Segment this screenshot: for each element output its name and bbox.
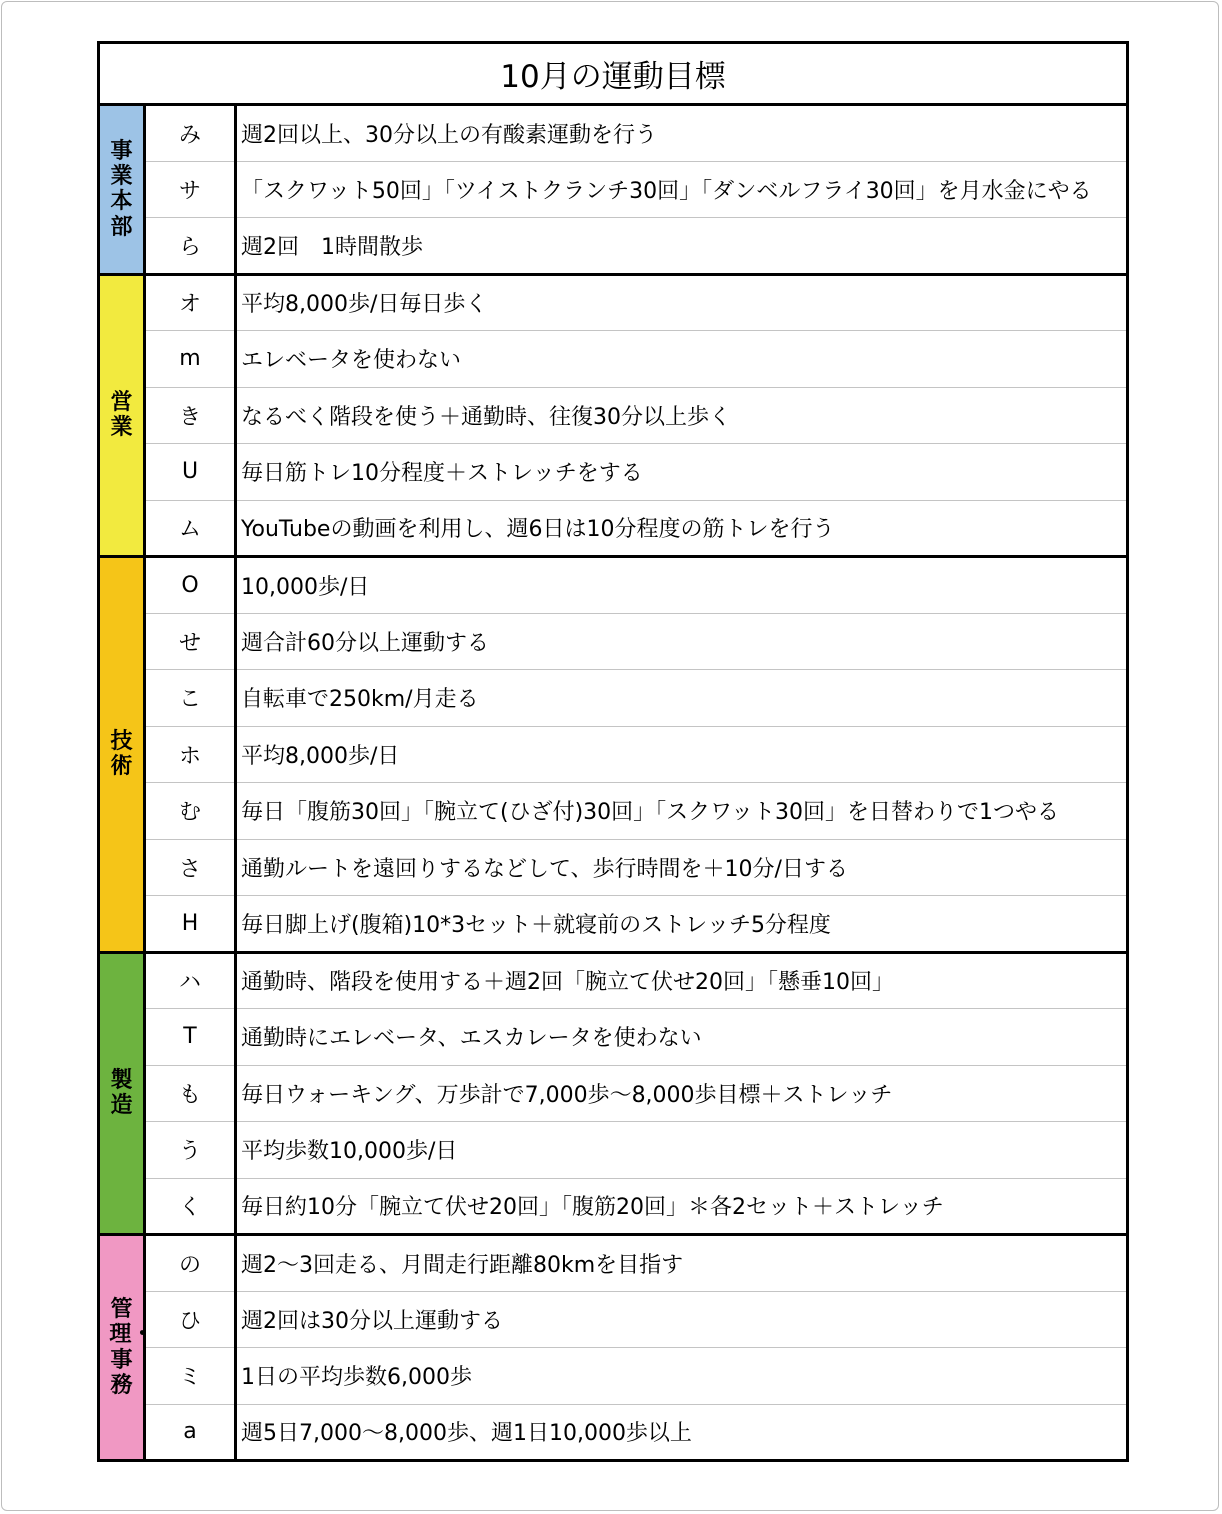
- member-name: H: [145, 896, 236, 953]
- dept-label-kanri: [99, 1235, 154, 1461]
- table-row: [99, 1235, 1128, 1292]
- table-row: [99, 1178, 1128, 1235]
- member-goal: 週5日7,000～8,000歩、週1日10,000歩以上: [236, 1404, 1128, 1461]
- member-name: O: [145, 557, 236, 614]
- table-row: [99, 1065, 1128, 1122]
- table-row: [99, 613, 1128, 670]
- member-goal: なるべく階段を使う＋通勤時、往復30分以上歩く: [236, 387, 1128, 444]
- table-row: [99, 726, 1128, 783]
- member-name: m: [145, 331, 236, 388]
- member-goal: 1日の平均歩数6,000歩: [236, 1348, 1128, 1405]
- member-name: の: [145, 1235, 236, 1292]
- member-name: T: [145, 1009, 236, 1066]
- member-goal: 自転車で250km/月走る: [236, 670, 1128, 727]
- member-goal: 平均8,000歩/日毎日歩く: [236, 274, 1128, 331]
- table-row: [99, 1404, 1128, 1461]
- member-name: う: [145, 1122, 236, 1179]
- table-row: [99, 387, 1128, 444]
- member-goal: 週2回以上、30分以上の有酸素運動を行う: [236, 105, 1128, 162]
- table-row: [99, 331, 1128, 388]
- member-name: こ: [145, 670, 236, 727]
- dept-name: 営業: [110, 389, 133, 441]
- table-title: 10月の運動目標: [99, 43, 1128, 105]
- table-row: [99, 670, 1128, 727]
- table-row: [99, 783, 1128, 840]
- dept-name: 技術: [110, 728, 133, 780]
- dept-label-eigyo: [99, 274, 145, 557]
- member-goal: YouTubeの動画を利用し、週6日は10分程度の筋トレを行う: [236, 500, 1128, 557]
- member-name: ホ: [145, 726, 236, 783]
- member-name: も: [145, 1065, 236, 1122]
- member-name: サ: [145, 161, 236, 218]
- dept-eigyo: [99, 274, 1128, 557]
- member-goal: 毎日ウォーキング、万歩計で7,000歩～8,000歩目標＋ストレッチ: [236, 1065, 1128, 1122]
- table-row: [99, 105, 1128, 162]
- dept-label-jigyo: [99, 105, 145, 275]
- member-goal: 10,000歩/日: [236, 557, 1128, 614]
- table-row: [99, 274, 1128, 331]
- member-goal: 毎日約10分「腕立て伏せ20回」「腹筋20回」＊各2セット＋ストレッチ: [236, 1178, 1128, 1235]
- member-name: ひ: [145, 1291, 236, 1348]
- member-name: さ: [145, 839, 236, 896]
- member-goal: 毎日脚上げ(腹箱)10*3セット＋就寝前のストレッチ5分程度: [236, 896, 1128, 953]
- member-name: き: [145, 387, 236, 444]
- member-name: せ: [145, 613, 236, 670]
- member-goal: 週2回 1時間散歩: [236, 218, 1128, 275]
- table-row: [99, 444, 1128, 501]
- table-row: [99, 1122, 1128, 1179]
- table-row: [99, 218, 1128, 275]
- member-name: a: [145, 1404, 236, 1461]
- table-row: [99, 161, 1128, 218]
- member-goal: 毎日筋トレ10分程度＋ストレッチをする: [236, 444, 1128, 501]
- member-goal: 通勤ルートを遠回りするなどして、歩行時間を＋10分/日する: [236, 839, 1128, 896]
- member-goal: 通勤時にエレベータ、エスカレータを使わない: [236, 1009, 1128, 1066]
- member-name: U: [145, 444, 236, 501]
- member-goal: 週2回は30分以上運動する: [236, 1291, 1128, 1348]
- member-name: ら: [145, 218, 236, 275]
- dept-gijutsu: [99, 557, 1128, 953]
- dept-label-seizo: [99, 952, 145, 1235]
- dept-kanri: [99, 1235, 1128, 1461]
- member-name: み: [145, 105, 236, 162]
- dept-name: 事業本部: [110, 138, 133, 240]
- member-goal: 平均8,000歩/日: [236, 726, 1128, 783]
- member-goal: 通勤時、階段を使用する＋週2回「腕立て伏せ20回」「懸垂10回」: [236, 952, 1128, 1009]
- dept-name: 管理・事務: [109, 1296, 154, 1398]
- title-row: [99, 43, 1128, 105]
- member-goal: 週2～3回走る、月間走行距離80kmを目指す: [236, 1235, 1128, 1292]
- member-name: ム: [145, 500, 236, 557]
- member-goal: 毎日「腹筋30回」「腕立て(ひざ付)30回」「スクワット30回」を日替わりで1つやる: [236, 783, 1128, 840]
- member-name: く: [145, 1178, 236, 1235]
- member-name: ハ: [145, 952, 236, 1009]
- table-row: [99, 839, 1128, 896]
- member-goal: 週合計60分以上運動する: [236, 613, 1128, 670]
- table-row: [99, 557, 1128, 614]
- member-goal: 「スクワット50回」「ツイストクランチ30回」「ダンベルフライ30回」を月水金にやる: [236, 161, 1128, 218]
- member-name: ミ: [145, 1348, 236, 1405]
- dept-name: 製造: [110, 1067, 133, 1119]
- member-goal: 平均歩数10,000歩/日: [236, 1122, 1128, 1179]
- dept-jigyo: [99, 105, 1128, 275]
- table-row: [99, 1348, 1128, 1405]
- exercise-goals-table: [97, 41, 1129, 1462]
- dept-seizo: [99, 952, 1128, 1235]
- member-name: オ: [145, 274, 236, 331]
- table-row: [99, 1291, 1128, 1348]
- table-row: [99, 500, 1128, 557]
- dept-label-gijutsu: [99, 557, 145, 953]
- table-row: [99, 896, 1128, 953]
- table-row: [99, 1009, 1128, 1066]
- member-name: む: [145, 783, 236, 840]
- member-goal: エレベータを使わない: [236, 331, 1128, 388]
- table-row: [99, 952, 1128, 1009]
